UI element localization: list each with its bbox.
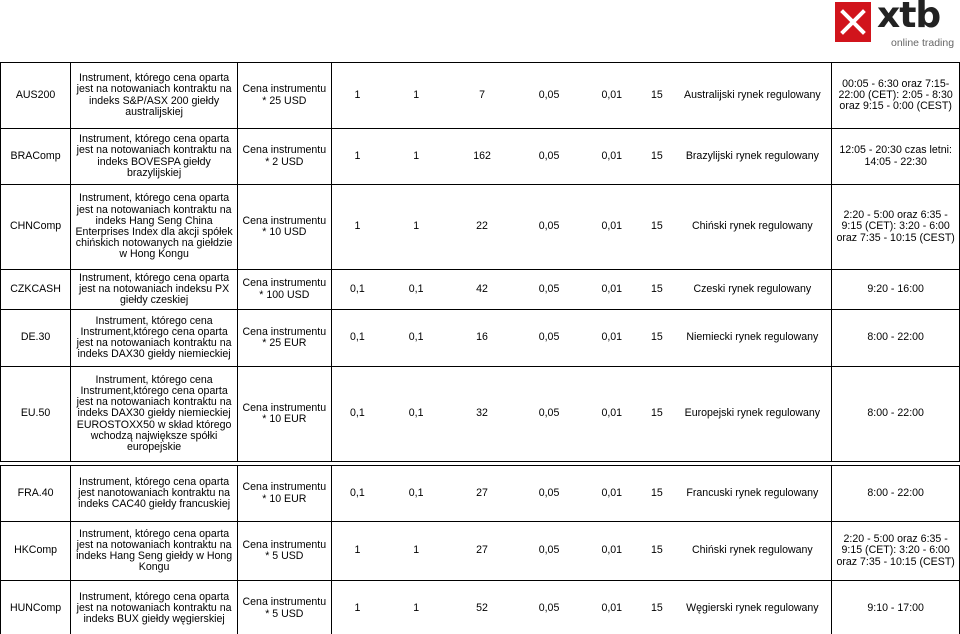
value-cell: 0,05 [515, 310, 583, 367]
hours-cell: 9:10 - 17:00 [832, 581, 960, 634]
value-cell: 42 [449, 270, 515, 310]
value-cell: 0,05 [515, 367, 583, 462]
value-cell: 1 [383, 63, 449, 129]
value-cell: 0,1 [331, 367, 383, 462]
market-cell: Niemiecki rynek regulowany [673, 310, 831, 367]
hours-cell: 2:20 - 5:00 oraz 6:35 - 9:15 (CET): 3:20 - 6:00 oraz 7:35 - 10:15 (CEST) [832, 522, 960, 581]
symbol-cell: CZKCASH [1, 270, 71, 310]
market-cell: Węgierski rynek regulowany [673, 581, 831, 634]
description-cell: Instrument, którego cena oparta jest na notowaniach indeksu PX giełdy czeskiej [71, 270, 238, 310]
symbol-cell: EU.50 [1, 367, 71, 462]
hours-cell: 12:05 - 20:30 czas letni: 14:05 - 22:30 [832, 129, 960, 185]
value-cell: 1 [383, 522, 449, 581]
value-cell: 0,1 [383, 310, 449, 367]
table-row [1, 466, 960, 522]
symbol-cell: BRAComp [1, 129, 71, 185]
value-cell: 1 [331, 581, 383, 634]
value-cell: 1 [331, 129, 383, 185]
value-cell: 15 [640, 310, 673, 367]
value-cell: 0,05 [515, 63, 583, 129]
description-cell: Instrument, którego cena oparta jest na notowaniach kontraktu na indeks S&P/ASX 200 giełdy australijskiej [71, 63, 238, 129]
value-cell: 52 [449, 581, 515, 634]
value-cell: 0,01 [583, 129, 640, 185]
value-cell: 0,05 [515, 185, 583, 270]
value-cell: 1 [331, 185, 383, 270]
price-unit-cell: Cena instrumentu * 25 EUR [238, 310, 332, 367]
value-cell: 15 [640, 270, 673, 310]
description-cell: Instrument, którego cena oparta jest na notowaniach kontraktu na indeks Hang Seng China Enterprises Index dla akcji spółek chińskich notowanych na giełdzie w Hong Kongu [71, 185, 238, 270]
logo-mark [835, 2, 871, 42]
hours-cell: 00:05 - 6:30 oraz 7:15- 22:00 (CET): 2:05 - 8:30 oraz 9:15 - 0:00 (CEST) [832, 63, 960, 129]
value-cell: 15 [640, 522, 673, 581]
value-cell: 1 [383, 185, 449, 270]
price-unit-cell: Cena instrumentu * 100 USD [238, 270, 332, 310]
value-cell: 15 [640, 581, 673, 634]
value-cell: 0,01 [583, 522, 640, 581]
logo-wordmark: xtb [877, 0, 941, 36]
hours-cell: 8:00 - 22:00 [832, 466, 960, 522]
price-unit-cell: Cena instrumentu * 25 USD [238, 63, 332, 129]
table-row [1, 129, 960, 185]
table-row [1, 310, 960, 367]
description-cell: Instrument, którego cena Instrument,którego cena oparta jest na notowaniach kontraktu na indeks DAX30 giełdy niemieckiej EUROSTOXX50 w skład którego wchodzą największe spółki europejskie [71, 367, 238, 462]
logo-mark-icon [835, 2, 871, 42]
hours-cell: 8:00 - 22:00 [832, 367, 960, 462]
hours-cell: 8:00 - 22:00 [832, 310, 960, 367]
value-cell: 32 [449, 367, 515, 462]
value-cell: 22 [449, 185, 515, 270]
value-cell: 0,01 [583, 310, 640, 367]
value-cell: 0,1 [383, 466, 449, 522]
value-cell: 0,01 [583, 581, 640, 634]
value-cell: 16 [449, 310, 515, 367]
market-cell: Chiński rynek regulowany [673, 185, 831, 270]
logo-tagline: online trading [891, 37, 955, 49]
value-cell: 7 [449, 63, 515, 129]
description-cell: Instrument, którego cena oparta jest na notowaniach kontraktu na indeks BOVESPA giełdy brazylijskiej [71, 129, 238, 185]
table-row [1, 522, 960, 581]
market-cell: Europejski rynek regulowany [673, 367, 831, 462]
market-cell: Francuski rynek regulowany [673, 466, 831, 522]
market-cell: Brazylijski rynek regulowany [673, 129, 831, 185]
value-cell: 0,1 [383, 270, 449, 310]
instrument-table [0, 62, 960, 634]
table-row [1, 581, 960, 634]
price-unit-cell: Cena instrumentu * 10 USD [238, 185, 332, 270]
value-cell: 0,01 [583, 367, 640, 462]
symbol-cell: HKComp [1, 522, 71, 581]
value-cell: 0,05 [515, 270, 583, 310]
market-cell: Czeski rynek regulowany [673, 270, 831, 310]
price-unit-cell: Cena instrumentu * 10 EUR [238, 367, 332, 462]
value-cell: 0,05 [515, 522, 583, 581]
symbol-cell: AUS200 [1, 63, 71, 129]
value-cell: 0,05 [515, 129, 583, 185]
description-cell: Instrument, którego cena oparta jest na notowaniach kontraktu na indeks Hang Seng giełdy w Hong Kongu [71, 522, 238, 581]
value-cell: 1 [383, 581, 449, 634]
symbol-cell: CHNComp [1, 185, 71, 270]
table-row [1, 270, 960, 310]
hours-cell: 2:20 - 5:00 oraz 6:35 - 9:15 (CET): 3:20 - 6:00 oraz 7:35 - 10:15 (CEST) [832, 185, 960, 270]
description-cell: Instrument, którego cena Instrument,którego cena oparta jest na notowaniach kontraktu na indeks DAX30 giełdy niemieckiej [71, 310, 238, 367]
description-cell: Instrument, którego cena oparta jest na notowaniach kontraktu na indeks BUX giełdy węgierskiej [71, 581, 238, 634]
value-cell: 0,1 [331, 310, 383, 367]
value-cell: 0,05 [515, 466, 583, 522]
value-cell: 15 [640, 466, 673, 522]
xtb-logo [833, 2, 958, 50]
value-cell: 0,05 [515, 581, 583, 634]
symbol-cell: FRA.40 [1, 466, 71, 522]
hours-cell: 9:20 - 16:00 [832, 270, 960, 310]
price-unit-cell: Cena instrumentu * 2 USD [238, 129, 332, 185]
price-unit-cell: Cena instrumentu * 5 USD [238, 522, 332, 581]
table-row [1, 367, 960, 462]
value-cell: 15 [640, 63, 673, 129]
value-cell: 15 [640, 367, 673, 462]
value-cell: 1 [331, 63, 383, 129]
value-cell: 0,1 [331, 466, 383, 522]
value-cell: 15 [640, 185, 673, 270]
value-cell: 162 [449, 129, 515, 185]
table-row [1, 185, 960, 270]
value-cell: 0,01 [583, 185, 640, 270]
value-cell: 27 [449, 466, 515, 522]
value-cell: 0,1 [383, 367, 449, 462]
symbol-cell: HUNComp [1, 581, 71, 634]
market-cell: Australijski rynek regulowany [673, 63, 831, 129]
value-cell: 27 [449, 522, 515, 581]
value-cell: 1 [383, 129, 449, 185]
price-unit-cell: Cena instrumentu * 5 USD [238, 581, 332, 634]
value-cell: 0,1 [331, 270, 383, 310]
value-cell: 0,01 [583, 466, 640, 522]
table-row [1, 63, 960, 129]
price-unit-cell: Cena instrumentu * 10 EUR [238, 466, 332, 522]
value-cell: 0,01 [583, 270, 640, 310]
symbol-cell: DE.30 [1, 310, 71, 367]
value-cell: 15 [640, 129, 673, 185]
description-cell: Instrument, którego cena oparta jest nanotowaniach kontraktu na indeks CAC40 giełdy francuskiej [71, 466, 238, 522]
value-cell: 1 [331, 522, 383, 581]
value-cell: 0,01 [583, 63, 640, 129]
market-cell: Chiński rynek regulowany [673, 522, 831, 581]
